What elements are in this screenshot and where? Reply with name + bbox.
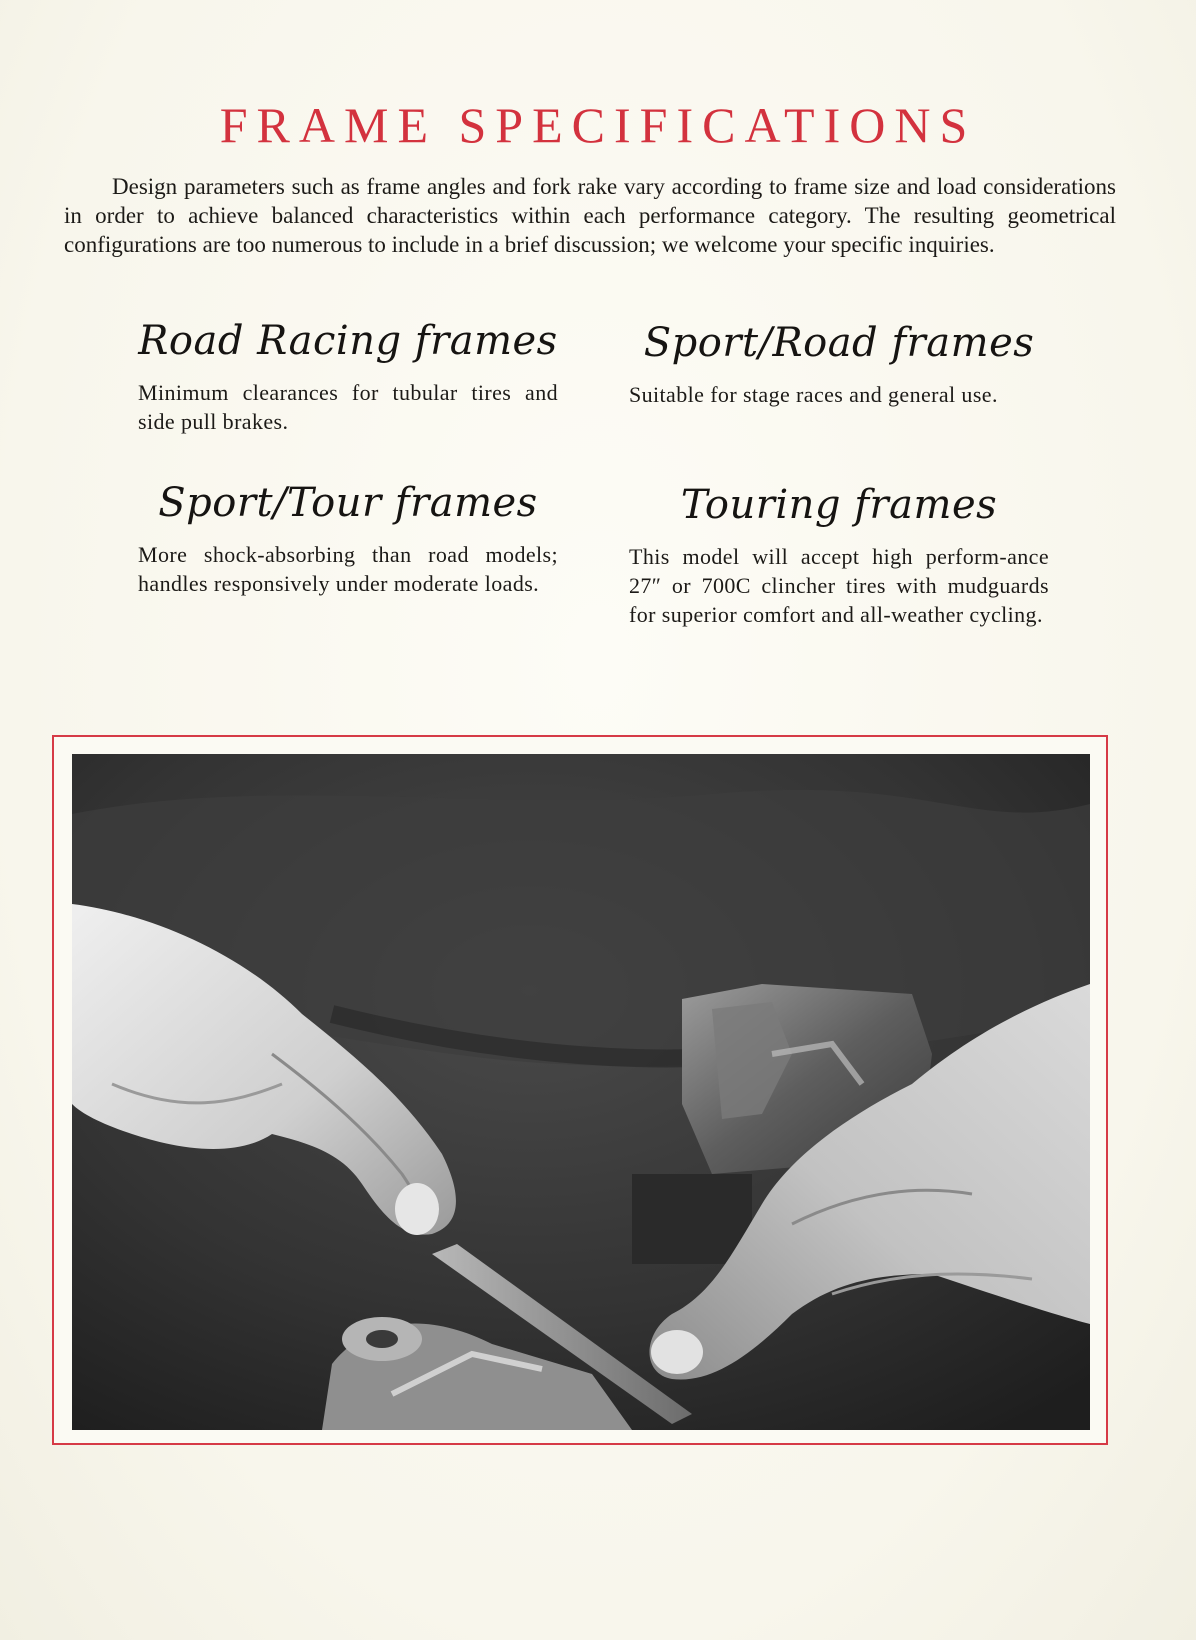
spec-heading: Road Racing frames <box>138 318 558 364</box>
spec-description: This model will accept high perform-ance 27″ or 700C clincher tires with mudguards for superior comfort and all-weather cycling. <box>629 544 1049 627</box>
spec-sport-road <box>629 320 1049 409</box>
spec-description: Suitable for stage races and general use. <box>629 382 998 407</box>
photo-hands-filing-frame-lug <box>72 754 1090 1430</box>
spec-description: More shock-absorbing than road models; handles responsively under moderate loads. <box>138 542 558 596</box>
spec-touring <box>629 482 1049 629</box>
spec-heading: Sport/Road frames <box>643 320 1035 366</box>
spec-description: Minimum clearances for tubular tires and side pull brakes. <box>138 380 558 434</box>
intro-paragraph: Design parameters such as frame angles and fork rake vary according to frame size and load considerations in order to achieve balanced characteristics within each performance category. The resulting geometrical configurations are too numerous to include in a brief discussion; we welcome your specific inquiries. <box>64 174 1116 257</box>
spec-heading: Sport/Tour frames <box>158 480 538 526</box>
spec-road-racing <box>138 318 558 436</box>
page-title: FRAME SPECIFICATIONS <box>219 97 977 153</box>
spec-sport-tour <box>138 480 558 598</box>
spec-heading: Touring frames <box>680 482 998 528</box>
